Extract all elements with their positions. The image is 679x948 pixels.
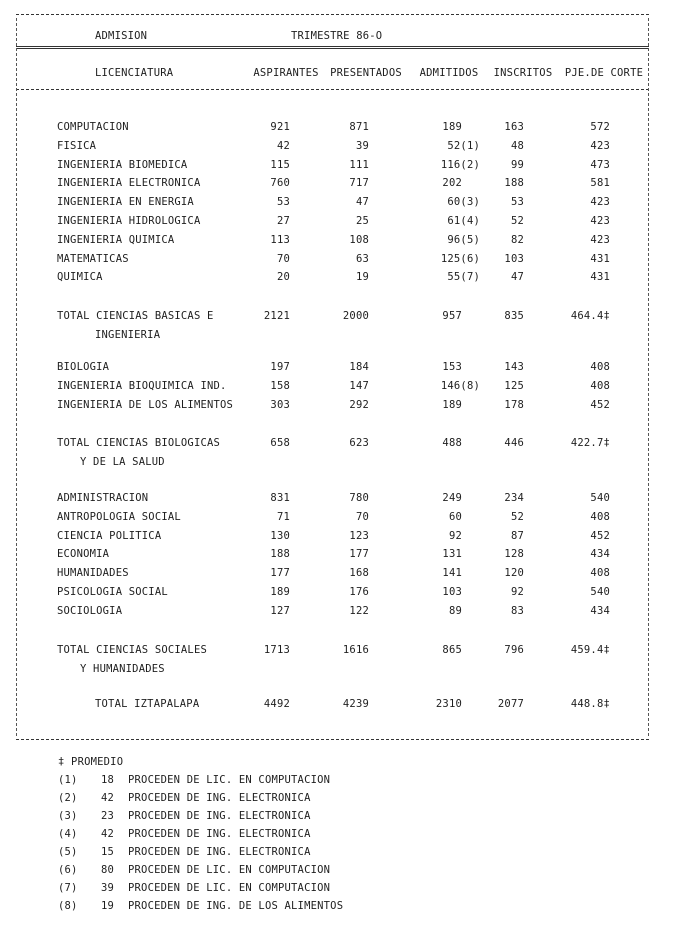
cell-presented: 717 xyxy=(349,177,369,189)
col-header-presented: PRESENTADOS xyxy=(330,67,402,79)
footnote-list xyxy=(58,774,344,918)
footnote-item xyxy=(58,900,344,918)
cell-enrolled: 120 xyxy=(504,567,524,579)
group-total-label-line2: Y DE LA SALUD xyxy=(80,456,165,468)
cell-enrolled: 143 xyxy=(504,361,524,373)
total-cell-presented: 623 xyxy=(349,437,369,449)
cell-admitted: 92 xyxy=(448,530,462,542)
grand-total-label: TOTAL IZTAPALAPA xyxy=(95,698,200,710)
footnote-item xyxy=(58,846,311,864)
cell-admitted: 202 xyxy=(442,177,462,189)
col-header-applicants: ASPIRANTES xyxy=(253,67,319,79)
cell-applicants: 303 xyxy=(270,399,290,411)
footnote-text: PROCEDEN DE ING. ELECTRONICA xyxy=(128,792,311,804)
grand-total-cell-applicants: 4492 xyxy=(263,698,290,710)
career-name: CIENCIA POLITICA xyxy=(57,530,162,542)
total-cell-cutoff: 422.7‡ xyxy=(570,437,610,449)
footnote-text: PROCEDEN DE LIC. EN COMPUTACION xyxy=(128,774,331,786)
group-total-label-line2: Y HUMANIDADES xyxy=(80,663,165,675)
cell-admitted: 131 xyxy=(442,548,462,560)
cell-applicants: 115 xyxy=(270,159,290,171)
cell-cutoff: 540 xyxy=(590,492,610,504)
cell-enrolled: 125 xyxy=(504,380,524,392)
cell-presented: 19 xyxy=(355,271,369,283)
career-name: ANTROPOLOGIA SOCIAL xyxy=(57,511,181,523)
footnote-key: (7) xyxy=(58,882,78,894)
footnote-count: 42 xyxy=(100,828,114,840)
cell-applicants: 760 xyxy=(270,177,290,189)
cell-enrolled: 82 xyxy=(510,234,524,246)
cell-admitted: 55(7) xyxy=(447,271,480,283)
cell-cutoff: 408 xyxy=(590,567,610,579)
cell-applicants: 71 xyxy=(276,511,290,523)
cell-applicants: 177 xyxy=(270,567,290,579)
cell-applicants: 189 xyxy=(270,586,290,598)
cell-presented: 871 xyxy=(349,121,369,133)
cell-cutoff: 408 xyxy=(590,511,610,523)
total-cell-cutoff: 464.4‡ xyxy=(570,310,610,322)
bottom-rule xyxy=(16,739,649,740)
total-cell-admitted: 865 xyxy=(442,644,462,656)
cell-applicants: 158 xyxy=(270,380,290,392)
column-header-rule xyxy=(16,89,649,90)
total-cell-presented: 1616 xyxy=(342,644,369,656)
footnote-key: (1) xyxy=(58,774,78,786)
cell-enrolled: 178 xyxy=(504,399,524,411)
cell-applicants: 53 xyxy=(276,196,290,208)
cell-enrolled: 52 xyxy=(510,215,524,227)
grand-total-cell-admitted: 2310 xyxy=(435,698,462,710)
footnote-item xyxy=(58,864,331,882)
cell-enrolled: 234 xyxy=(504,492,524,504)
career-name: ECONOMIA xyxy=(57,548,110,560)
cell-presented: 122 xyxy=(349,605,369,617)
cell-admitted: 141 xyxy=(442,567,462,579)
career-name: PSICOLOGIA SOCIAL xyxy=(57,586,168,598)
cell-cutoff: 408 xyxy=(590,361,610,373)
footnote-item xyxy=(58,828,311,846)
cell-cutoff: 572 xyxy=(590,121,610,133)
career-name: BIOLOGIA xyxy=(57,361,110,373)
footnote-count: 42 xyxy=(100,792,114,804)
total-cell-cutoff: 459.4‡ xyxy=(570,644,610,656)
cell-admitted: 146(8) xyxy=(440,380,480,392)
footnote-text: PROCEDEN DE ING. ELECTRONICA xyxy=(128,810,311,822)
footnote-legend: ‡ PROMEDIO xyxy=(58,756,124,768)
footnote-item xyxy=(58,882,331,900)
career-name: INGENIERIA DE LOS ALIMENTOS xyxy=(57,399,234,411)
cell-presented: 147 xyxy=(349,380,369,392)
cell-presented: 292 xyxy=(349,399,369,411)
footnote-count: 80 xyxy=(100,864,114,876)
col-header-admitted: ADMITIDOS xyxy=(419,67,479,79)
cell-enrolled: 128 xyxy=(504,548,524,560)
footnote-text: PROCEDEN DE LIC. EN COMPUTACION xyxy=(128,882,331,894)
cell-applicants: 113 xyxy=(270,234,290,246)
cell-admitted: 89 xyxy=(448,605,462,617)
career-name: SOCIOLOGIA xyxy=(57,605,123,617)
cell-enrolled: 163 xyxy=(504,121,524,133)
cell-applicants: 20 xyxy=(276,271,290,283)
group-total-label: TOTAL CIENCIAS BIOLOGICAS xyxy=(57,437,221,449)
cell-enrolled: 53 xyxy=(510,196,524,208)
cell-presented: 25 xyxy=(355,215,369,227)
career-name: INGENIERIA BIOMEDICA xyxy=(57,159,188,171)
cell-enrolled: 92 xyxy=(510,586,524,598)
footnote-key: (6) xyxy=(58,864,78,876)
cell-admitted: 125(6) xyxy=(440,253,480,265)
cell-admitted: 189 xyxy=(442,121,462,133)
total-cell-applicants: 2121 xyxy=(263,310,290,322)
header-double-rule xyxy=(16,46,649,49)
group-total-label: TOTAL CIENCIAS BASICAS E xyxy=(57,310,214,322)
cell-enrolled: 83 xyxy=(510,605,524,617)
cell-presented: 176 xyxy=(349,586,369,598)
cell-admitted: 153 xyxy=(442,361,462,373)
footnote-item xyxy=(58,774,331,792)
cell-applicants: 831 xyxy=(270,492,290,504)
cell-enrolled: 47 xyxy=(510,271,524,283)
career-name: FISICA xyxy=(57,140,97,152)
cell-admitted: 103 xyxy=(442,586,462,598)
cell-applicants: 921 xyxy=(270,121,290,133)
cell-cutoff: 408 xyxy=(590,380,610,392)
cell-admitted: 61(4) xyxy=(447,215,480,227)
career-name: ADMINISTRACION xyxy=(57,492,149,504)
cell-admitted: 249 xyxy=(442,492,462,504)
footnote-key: (5) xyxy=(58,846,78,858)
cell-cutoff: 431 xyxy=(590,271,610,283)
cell-applicants: 127 xyxy=(270,605,290,617)
group-total-label-line2: INGENIERIA xyxy=(95,329,161,341)
cell-applicants: 27 xyxy=(276,215,290,227)
report-title: ADMISION xyxy=(95,30,148,42)
cell-presented: 123 xyxy=(349,530,369,542)
cell-admitted: 60(3) xyxy=(447,196,480,208)
cell-cutoff: 473 xyxy=(590,159,610,171)
career-name: INGENIERIA EN ENERGIA xyxy=(57,196,194,208)
cell-enrolled: 99 xyxy=(510,159,524,171)
cell-presented: 184 xyxy=(349,361,369,373)
cell-admitted: 189 xyxy=(442,399,462,411)
cell-cutoff: 423 xyxy=(590,140,610,152)
cell-admitted: 52(1) xyxy=(447,140,480,152)
cell-presented: 70 xyxy=(355,511,369,523)
total-cell-enrolled: 446 xyxy=(504,437,524,449)
footnote-key: (2) xyxy=(58,792,78,804)
cell-presented: 47 xyxy=(355,196,369,208)
col-header-enrolled: INSCRITOS xyxy=(493,67,553,79)
cell-presented: 780 xyxy=(349,492,369,504)
footnote-count: 23 xyxy=(100,810,114,822)
cell-cutoff: 423 xyxy=(590,196,610,208)
col-header-cutoff: PJE.DE CORTE xyxy=(564,67,644,79)
cell-cutoff: 431 xyxy=(590,253,610,265)
cell-cutoff: 434 xyxy=(590,548,610,560)
cell-presented: 111 xyxy=(349,159,369,171)
footnote-count: 19 xyxy=(100,900,114,912)
cell-applicants: 188 xyxy=(270,548,290,560)
cell-applicants: 42 xyxy=(276,140,290,152)
cell-admitted: 60 xyxy=(448,511,462,523)
footnote-text: PROCEDEN DE ING. DE LOS ALIMENTOS xyxy=(128,900,344,912)
footnote-item xyxy=(58,792,311,810)
career-name: COMPUTACION xyxy=(57,121,129,133)
footnote-text: PROCEDEN DE LIC. EN COMPUTACION xyxy=(128,864,331,876)
col-header-career: LICENCIATURA xyxy=(95,67,174,79)
cell-applicants: 197 xyxy=(270,361,290,373)
group-total-label: TOTAL CIENCIAS SOCIALES xyxy=(57,644,207,656)
cell-cutoff: 581 xyxy=(590,177,610,189)
career-name: HUMANIDADES xyxy=(57,567,129,579)
cell-cutoff: 423 xyxy=(590,215,610,227)
left-border xyxy=(16,18,17,736)
footnote-count: 39 xyxy=(100,882,114,894)
cell-enrolled: 48 xyxy=(510,140,524,152)
footnote-count: 18 xyxy=(100,774,114,786)
career-name: INGENIERIA HIDROLOGICA xyxy=(57,215,201,227)
total-cell-enrolled: 835 xyxy=(504,310,524,322)
total-cell-admitted: 957 xyxy=(442,310,462,322)
cell-cutoff: 434 xyxy=(590,605,610,617)
cell-applicants: 130 xyxy=(270,530,290,542)
cell-enrolled: 188 xyxy=(504,177,524,189)
cell-enrolled: 87 xyxy=(510,530,524,542)
career-name: INGENIERIA ELECTRONICA xyxy=(57,177,201,189)
footnotes xyxy=(58,756,344,918)
cell-cutoff: 423 xyxy=(590,234,610,246)
grand-total-cell-presented: 4239 xyxy=(342,698,369,710)
right-border xyxy=(648,18,649,736)
cell-admitted: 116(2) xyxy=(440,159,480,171)
career-name: MATEMATICAS xyxy=(57,253,129,265)
cell-presented: 108 xyxy=(349,234,369,246)
cell-cutoff: 540 xyxy=(590,586,610,598)
cell-presented: 168 xyxy=(349,567,369,579)
footnote-key: (3) xyxy=(58,810,78,822)
footnote-key: (4) xyxy=(58,828,78,840)
cell-presented: 177 xyxy=(349,548,369,560)
footnote-text: PROCEDEN DE ING. ELECTRONICA xyxy=(128,828,311,840)
cell-applicants: 70 xyxy=(276,253,290,265)
total-cell-presented: 2000 xyxy=(342,310,369,322)
cell-cutoff: 452 xyxy=(590,399,610,411)
career-name: QUIMICA xyxy=(57,271,103,283)
grand-total-cell-enrolled: 2077 xyxy=(497,698,524,710)
cell-presented: 39 xyxy=(355,140,369,152)
footnote-key: (8) xyxy=(58,900,78,912)
footnote-text: PROCEDEN DE ING. ELECTRONICA xyxy=(128,846,311,858)
report-period: TRIMESTRE 86-O xyxy=(291,30,383,42)
cell-presented: 63 xyxy=(355,253,369,265)
cell-cutoff: 452 xyxy=(590,530,610,542)
cell-admitted: 96(5) xyxy=(447,234,480,246)
total-cell-applicants: 1713 xyxy=(263,644,290,656)
career-name: INGENIERIA BIOQUIMICA IND. xyxy=(57,380,227,392)
grand-total-cell-cutoff: 448.8‡ xyxy=(570,698,610,710)
total-cell-admitted: 488 xyxy=(442,437,462,449)
footnote-count: 15 xyxy=(100,846,114,858)
career-name: INGENIERIA QUIMICA xyxy=(57,234,175,246)
total-cell-enrolled: 796 xyxy=(504,644,524,656)
top-rule xyxy=(16,14,649,15)
cell-enrolled: 103 xyxy=(504,253,524,265)
cell-enrolled: 52 xyxy=(510,511,524,523)
total-cell-applicants: 658 xyxy=(270,437,290,449)
footnote-item xyxy=(58,810,311,828)
